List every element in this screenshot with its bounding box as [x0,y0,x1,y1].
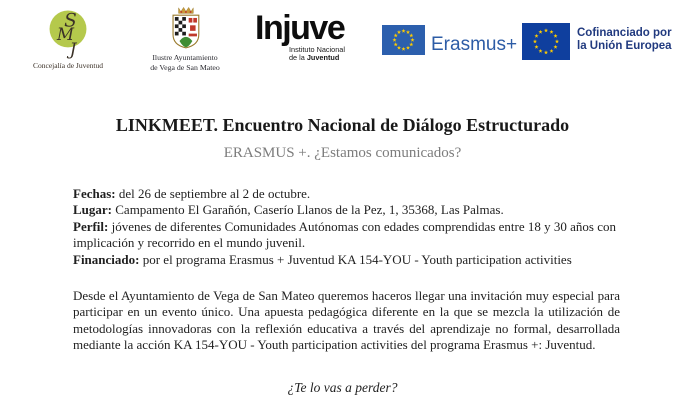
detail-perfil: Perfil: jóvenes de diferentes Comunidades Autónomas con edades comprendidas entre 18 y 30 años con implicación y recorrido en el mundo juvenil. [73,218,616,251]
erasmus-plus-logo [382,25,517,55]
detail-financiado: Financiado: por el programa Erasmus + Juventud KA 154-YOU - Youth participation activities [73,251,572,267]
invitation-paragraph: Desde el Ayuntamiento de Vega de San Mateo queremos haceros llegar una invitación muy especial para participar en un evento único. Una apuesta pedagógica diferente en la que se mezcla la utilización de metodologías innovadoras con la reflexión educativa a través del aprendizaje no formal, desarrollada mediante la acción KA 154-YOU - Youth participation activities del programa Erasmus +: Juventud. [73,288,620,353]
ayuntamiento-caption-line1: Ilustre Ayuntamiento [152,53,218,62]
concejalia-monogram-icon [28,8,108,60]
concejalia-logo [28,8,108,70]
page-subtitle: ERASMUS +. ¿Estamos comunicados? [223,145,462,161]
eu-flag-icon [522,23,570,60]
ayuntamiento-crest-icon [145,6,225,52]
cofunded-label-line1: Cofinanciado por [577,27,672,39]
erasmus-plus-label: Erasmus+ [431,34,518,55]
ayuntamiento-caption-line2: de Vega de San Mateo [150,63,220,72]
cofunded-label-line2: la Unión Europea [577,40,672,52]
svg-text:M: M [56,23,75,44]
event-details [73,186,620,268]
detail-lugar: Lugar: Campamento El Garañón, Caserío Llanos de la Pez, 1, 35368, Las Palmas. [73,202,504,218]
eu-flag-icon [382,25,425,55]
injuve-logo [255,9,345,62]
concejalia-caption: Concejalía de Juventud [33,61,103,70]
injuve-subtitle-line1: Instituto Nacional [289,45,345,54]
ayuntamiento-logo [145,6,225,72]
injuve-wordmark: Injuve [255,9,345,47]
injuve-subtitle [289,46,345,62]
detail-fechas: Fechas: del 26 de septiembre al 2 de octubre. [73,186,311,201]
cofunded-eu-logo [522,23,672,60]
cofunded-label [577,27,672,60]
svg-text:S: S [64,10,77,32]
injuve-subtitle-line2: de la Juventud [289,53,340,62]
closing-question: ¿Te lo vas a perder? [287,380,398,395]
page-title: LINKMEET. Encuentro Nacional de Diálogo Estructurado [115,115,570,135]
svg-text:J: J [69,38,77,59]
